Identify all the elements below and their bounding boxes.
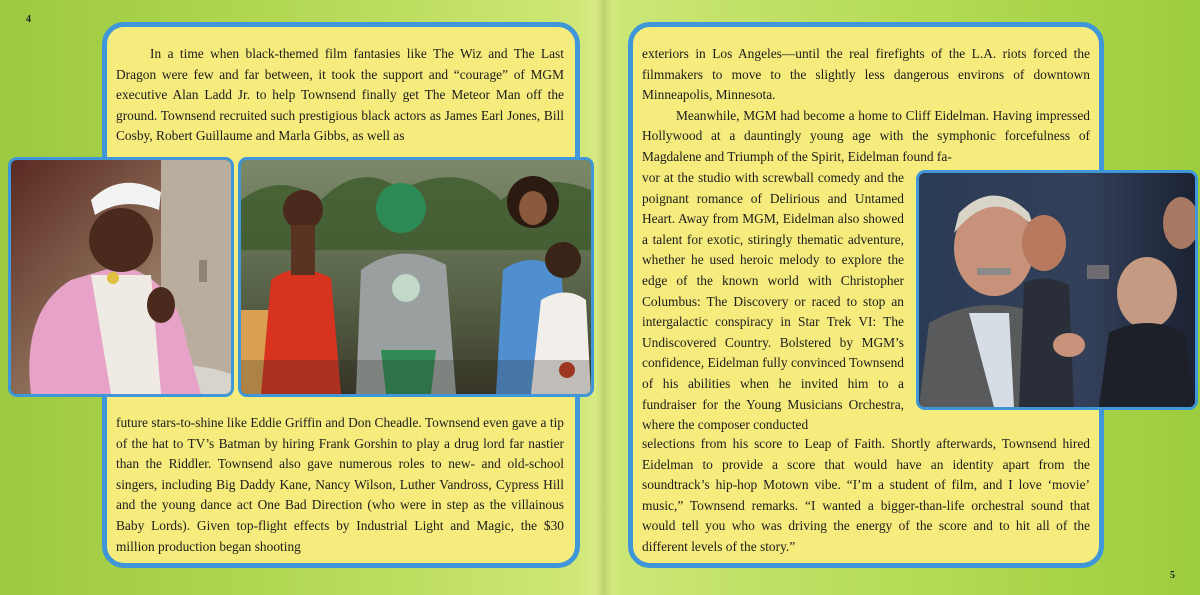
photo-meteor-man-scene [238, 157, 594, 397]
left-top-text [116, 44, 564, 147]
photo-nurse-scene [8, 157, 234, 397]
right-top-text [642, 44, 1090, 168]
left-bottom-text [116, 413, 564, 557]
page-number-left: 4 [26, 14, 31, 25]
right-narrow-text [642, 168, 904, 436]
left-top-paragraph: In a time when black-themed film fantasies like The Wiz and The Last Dragon were few and far between, it took the support and “courage” of MGM executive Alan Ladd Jr. to help Townsend finally get The Meteor Man off the ground. Townsend recruited such prestigious black actors as James Earl Jones, Bill Cosby, Robert Guillaume and Marla Gibbs, as well as [116, 46, 564, 144]
photo-gunpoint-scene [916, 170, 1198, 410]
left-bottom-paragraph: future stars-to-shine like Eddie Griffin and Don Cheadle. Townsend even gave a tip of the hat to TV’s Batman by hiring Frank Gorshin to play a drug lord far nastier than the Riddler. Townsend also gave numerous roles to new- and old-school singers, including Big Daddy Kane, Nancy Wilson, Luther Vandross, Cypress Hill and the young dance act One Bad Direction (who were in step as the villainous Baby Lords). Given top-flight effects by Industrial Light and Magic, the $30 million production began shooting [116, 415, 564, 554]
page-fold [596, 0, 612, 595]
page-number-right: 5 [1170, 570, 1175, 581]
right-para2-bottom: selections from his score to Leap of Faith. Shortly afterwards, Townsend hired Eidelman to provide a score that would have an identity apart from the soundtrack’s hip-hop Motown vibe. “I’m a student of film, and I love ‘movie’ music,” Townsend remarks. “I wanted a bigger-than-life orchestral sound that would tell you who was driving the energy of the score and to hit all of the different levels of the story.” [642, 436, 1090, 554]
right-bottom-text [642, 434, 1090, 558]
right-para2-narrow: vor at the studio with screwball comedy and the poignant romance of Delirious and Untamed Heart. Away from MGM, Eidelman also showed a talent for exotic, stiringly thematic adventure, whether he used heroic melody to explore the edge of the known world with Christopher Columbus: The Discovery or raced to stop an intergalactic conspiracy in Star Trek VI: The Undiscovered Country. Bolstered by MGM’s confidence, Eidelman fully convinced Townsend of his abilities when he invited him to a fundraiser for the Young Musicians Orchestra, where the composer conducted [642, 170, 904, 433]
right-top-paragraph: exteriors in Los Angeles—until the real firefights of the L.A. riots forced the filmmakers to move to the slightly less dangerous environs of downtown Minneapolis, Minnesota. [642, 46, 1090, 103]
right-para2-wide: Meanwhile, MGM had become a home to Cliff Eidelman. Having impressed Hollywood at a dauntingly young age with the symphonic forcefulness of Magdalene and Triumph of the Spirit, Eidelman found fa- [642, 107, 1090, 164]
